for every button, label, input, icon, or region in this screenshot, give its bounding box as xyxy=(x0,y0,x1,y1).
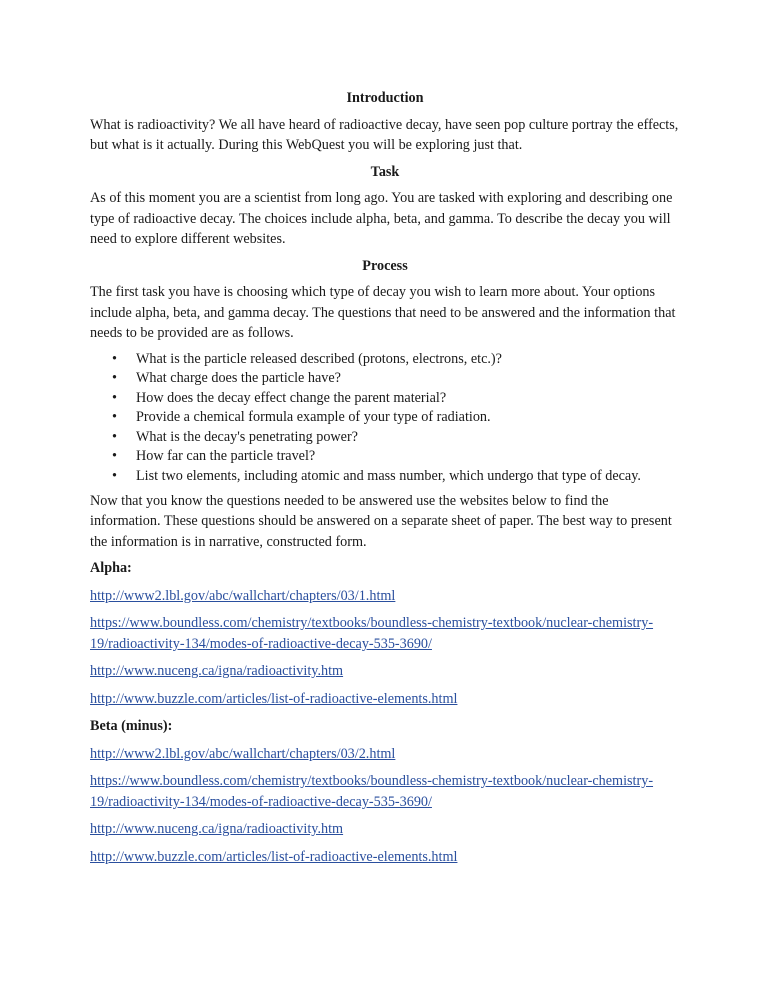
list-item xyxy=(112,408,680,428)
beta-link-buzzle[interactable]: http://www.buzzle.com/articles/list-of-radioactive-elements.html xyxy=(90,848,458,865)
list-item xyxy=(112,369,680,389)
alpha-link-boundless[interactable]: https://www.boundless.com/chemistry/textbooks/boundless-chemistry-textbook/nuclear-chemistry-19/radioactivity-134/modes-of-radioactive-decay-535-3690/ xyxy=(90,615,654,652)
process-heading: Process xyxy=(362,257,408,274)
bullet-icon: • xyxy=(112,428,117,445)
question-text: List two elements, including atomic and mass number, which undergo that type of decay. xyxy=(136,468,641,485)
bullet-icon: • xyxy=(112,409,117,426)
beta-label: Beta (minus): xyxy=(90,718,173,735)
introduction-text: What is radioactivity? We all have heard of radioactive decay, have seen pop culture portray the effects, but what is it actually. During this WebQuest you will be exploring just that. xyxy=(90,116,679,153)
bullet-icon: • xyxy=(112,370,117,387)
questions-list xyxy=(90,350,680,487)
list-item xyxy=(112,428,680,448)
alpha-label: Alpha: xyxy=(90,560,132,577)
question-text: How does the decay effect change the parent material? xyxy=(136,389,447,406)
task-text: As of this moment you are a scientist from long ago. You are tasked with exploring and describing one type of radioactive decay. The choices include alpha, beta, and gamma. To describe the decay you will need to explore different websites. xyxy=(90,190,673,247)
task-heading: Task xyxy=(370,163,400,180)
introduction-heading: Introduction xyxy=(346,90,424,106)
question-text: What is the decay's penetrating power? xyxy=(136,428,358,445)
question-text: Provide a chemical formula example of your type of radiation. xyxy=(136,409,491,426)
alpha-link-buzzle[interactable]: http://www.buzzle.com/articles/list-of-radioactive-elements.html xyxy=(90,690,458,707)
alpha-link-nuceng[interactable]: http://www.nuceng.ca/igna/radioactivity.htm xyxy=(90,663,344,680)
bullet-icon: • xyxy=(112,448,117,465)
list-item xyxy=(112,447,680,467)
list-item xyxy=(112,350,680,370)
beta-link-boundless[interactable]: https://www.boundless.com/chemistry/textbooks/boundless-chemistry-textbook/nuclear-chemistry-19/radioactivity-134/modes-of-radioactive-decay-535-3690/ xyxy=(90,773,654,810)
bullet-icon: • xyxy=(112,468,117,485)
process-text: The first task you have is choosing which type of decay you wish to learn more about. Your options include alpha, beta, and gamma decay. The questions that need to be answered and the information that needs to be provided are as follows. xyxy=(90,284,676,341)
list-item xyxy=(112,389,680,409)
document-page xyxy=(90,88,680,874)
process-closing-text: Now that you know the questions needed to be answered use the websites below to find the information. These questions should be answered on a separate sheet of paper. The best way to present the information is in narrative, constructed form. xyxy=(90,492,672,550)
question-text: What is the particle released described (protons, electrons, etc.)? xyxy=(136,350,502,367)
beta-link-nuceng[interactable]: http://www.nuceng.ca/igna/radioactivity.htm xyxy=(90,821,344,838)
bullet-icon: • xyxy=(112,350,117,367)
bullet-icon: • xyxy=(112,389,117,406)
alpha-link-lbl[interactable]: http://www2.lbl.gov/abc/wallchart/chapters/03/1.html xyxy=(90,587,396,604)
question-text: How far can the particle travel? xyxy=(136,448,316,465)
beta-link-lbl[interactable]: http://www2.lbl.gov/abc/wallchart/chapters/03/2.html xyxy=(90,745,396,762)
question-text: What charge does the particle have? xyxy=(136,370,341,387)
list-item xyxy=(112,467,680,487)
